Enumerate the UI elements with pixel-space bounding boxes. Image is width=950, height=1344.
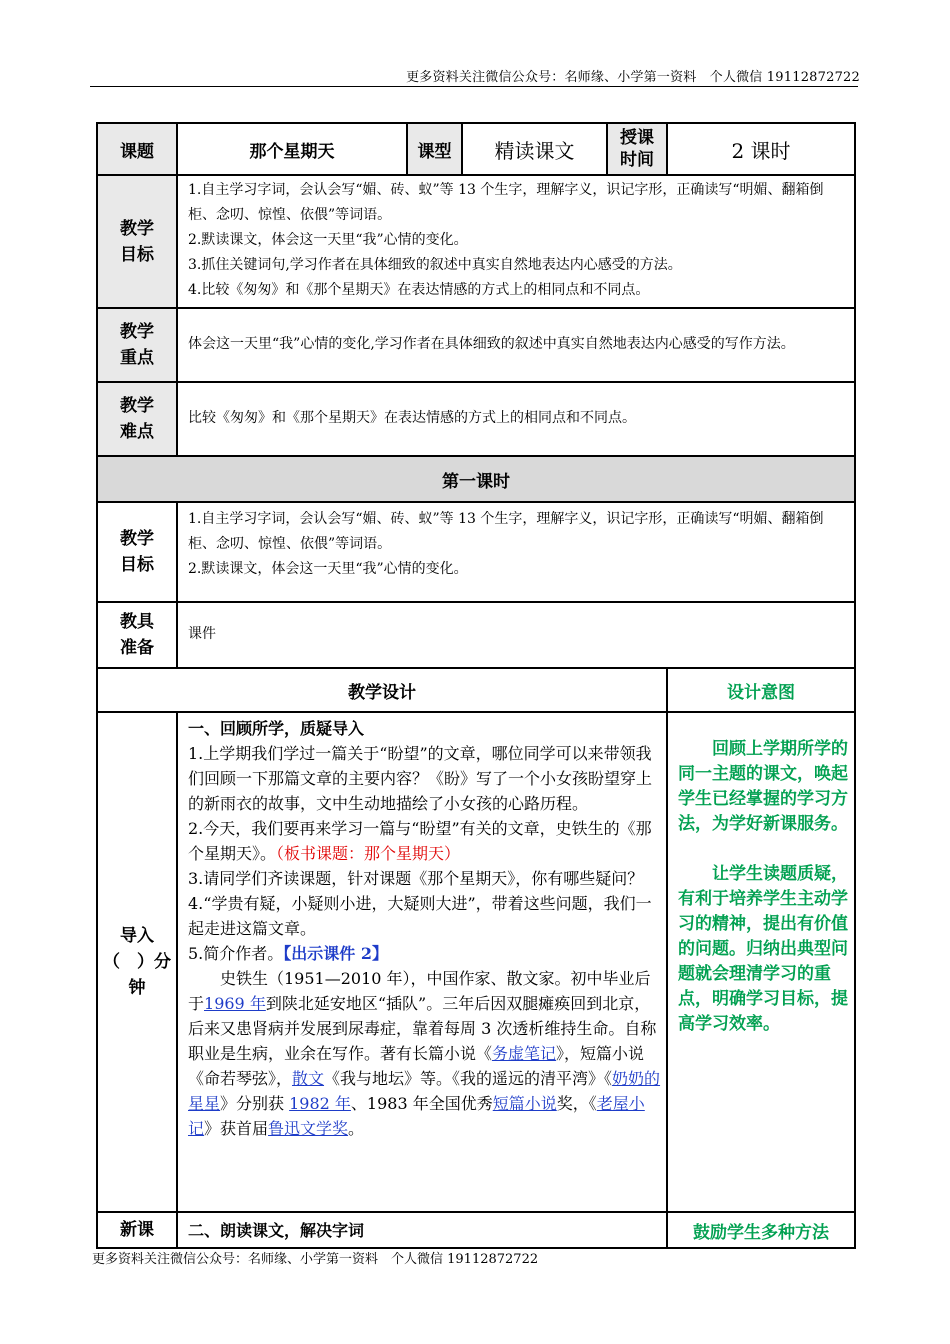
bio-link[interactable]: 奶奶的星星 xyxy=(188,1069,661,1113)
bio-text: 《我与地坛》等。《我的遥远的清平湾》《 xyxy=(324,1069,613,1088)
bio-link[interactable]: 鲁迅文学奖 xyxy=(268,1119,349,1138)
author-bio xyxy=(188,966,664,1141)
difficulties-label-line-1: 教学 xyxy=(120,396,154,416)
bio-text: 。 xyxy=(348,1119,365,1138)
difficulties-content xyxy=(177,382,855,456)
bio-link[interactable]: 老屋小记 xyxy=(188,1094,645,1138)
key-points-label-line-1: 教学 xyxy=(120,322,154,342)
bio-text: 》获首届 xyxy=(204,1119,269,1138)
design-header-row xyxy=(97,668,855,712)
design-header: 教学设计 xyxy=(97,668,667,712)
lesson-one-goals-label xyxy=(97,502,177,602)
new-lesson-row xyxy=(97,1212,855,1248)
bio-text: 》分别获 xyxy=(220,1094,290,1113)
goal-item: 1.自主学习字词，会认会写“媚、砖、蚁”等 13 个生字，理解字义，识记字形，正确读写“明媚、翻箱倒柜、念叨、惊惶、依偎”等词语。 xyxy=(188,182,824,223)
key-points-row xyxy=(97,308,855,382)
intro-paragraph-4: 4.“学贵有疑，小疑则小进，大疑则大进”，带着这些问题，我们一起走进这篇文章。 xyxy=(188,894,652,938)
lesson-one-goals-row xyxy=(97,502,855,602)
intro-section-title: 一、回顾所学，质疑导入 xyxy=(188,719,365,738)
tools-label xyxy=(97,602,177,668)
difficulties-label xyxy=(97,382,177,456)
difficulties-label-line-2: 难点 xyxy=(120,422,154,442)
goal-item: 3.抓住关键词句,学习作者在具体细致的叙述中真实自然地表达内心感受的方法。 xyxy=(188,257,682,273)
bio-text: 奖，《 xyxy=(556,1094,597,1113)
goal-item: 2.默读课文，体会这一天里“我”心情的变化。 xyxy=(188,232,468,248)
type-value: 精读课文 xyxy=(462,123,607,175)
tools-text: 课件 xyxy=(188,625,216,642)
intro-content xyxy=(177,712,667,1212)
new-lesson-section-title: 二、朗读课文，解决字词 xyxy=(188,1221,365,1240)
key-points-label xyxy=(97,308,177,382)
intro-row xyxy=(97,712,855,1212)
intro-paragraph-5 xyxy=(188,941,664,966)
key-points-text: 体会这一天里“我”心情的变化,学习作者在具体细致的叙述中真实自然地表达内心感受的写作方法。 xyxy=(188,335,795,352)
intent-paragraph-1: 回顾上学期所学的同一主题的课文，唤起学生已经掌握的学习方法，为学好新课服务。 xyxy=(678,739,848,834)
bio-link[interactable]: 务虚笔记 xyxy=(492,1044,557,1063)
tools-label-line-1: 教具 xyxy=(120,612,154,632)
bio-text: 、1983 年全国优秀 xyxy=(350,1094,493,1113)
tools-content xyxy=(177,602,855,668)
intro-paragraph-2-text: 2.今天，我们要再来学习一篇与“盼望”有关的文章，史铁生的《那个星期天》。 xyxy=(188,819,652,863)
intro-label xyxy=(97,712,177,1212)
time-label xyxy=(607,123,667,175)
new-lesson-intent: 鼓励学生多种方法 xyxy=(667,1212,855,1248)
lesson-one-row xyxy=(97,456,855,502)
new-lesson-label: 新课 xyxy=(97,1212,177,1248)
intent-paragraph-2: 让学生读题质疑，有利于培养学生主动学习的精神，提出有价值的问题。归纳出典型问题就会理清学习的重点，明确学习目标，提高学习效率。 xyxy=(678,864,848,1034)
difficulties-row xyxy=(97,382,855,456)
goals-label xyxy=(97,175,177,308)
header-note: 更多资料关注微信公众号：名师缘、小学第一资料 个人微信 19112872722 xyxy=(406,70,860,85)
lesson-one-goal-item: 2.默读课文，体会这一天里“我”心情的变化。 xyxy=(188,561,468,577)
intro-label-line-1: 导入 xyxy=(120,926,154,946)
bio-link[interactable]: 散文 xyxy=(292,1069,325,1088)
bio-text: 史铁生（1951—2010 年），中国作家、散文家。初中毕业后于 xyxy=(188,969,651,1013)
lesson-plan-table xyxy=(96,122,856,1249)
intent-content xyxy=(667,712,855,1212)
bio-text: 》，短篇小说《命若琴弦》， xyxy=(188,1044,645,1088)
lesson-one-goals-label-line-1: 教学 xyxy=(120,529,154,549)
intro-label-line-2: （ ）分 xyxy=(103,952,171,972)
goals-label-line-1: 教学 xyxy=(120,218,154,239)
intent-header: 设计意图 xyxy=(667,668,855,712)
intro-label-line-3: 钟 xyxy=(128,978,146,998)
bio-link[interactable]: 1969 年 xyxy=(204,994,266,1013)
tools-label-line-2: 准备 xyxy=(120,638,154,658)
intro-paragraph-2 xyxy=(188,816,664,866)
goals-row xyxy=(97,175,855,308)
key-points-label-line-2: 重点 xyxy=(120,348,154,368)
lesson-one-goals-content xyxy=(177,502,855,602)
time-label-line-1: 授课 xyxy=(620,128,654,148)
intro-paragraph-1: 1.上学期我们学过一篇关于“盼望”的文章，哪位同学可以来带领我们回顾一下那篇文章的主要内容？《盼》写了一个小女孩盼望穿上的新雨衣的故事，文中生动地描绘了小女孩的心路历程。 xyxy=(188,744,653,813)
courseware-note: 【出示课件 2】 xyxy=(283,944,388,963)
footer-note: 更多资料关注微信公众号：名师缘、小学第一资料 个人微信 19112872722 xyxy=(92,1252,539,1267)
type-label: 课型 xyxy=(407,123,462,175)
lesson-one-goal-item: 1.自主学习字词，会认会写“媚、砖、蚁”等 13 个生字，理解字义，识记字形，正确读写“明媚、翻箱倒柜、念叨、惊惶、依偎”等词语。 xyxy=(188,511,824,552)
bio-link[interactable]: 1982 年 xyxy=(289,1094,351,1113)
topic-label: 课题 xyxy=(97,123,177,175)
tools-row xyxy=(97,602,855,668)
time-value: 2 课时 xyxy=(667,123,855,175)
difficulties-text: 比较《匆匆》和《那个星期天》在表达情感的方式上的相同点和不同点。 xyxy=(188,409,636,426)
intro-paragraph-5-text: 5.简介作者。 xyxy=(188,944,284,963)
goals-content xyxy=(177,175,855,308)
new-lesson-content xyxy=(177,1212,667,1248)
bio-text: 到陕北延安地区“插队”。三年后因双腿瘫痪回到北京，后来又患肾病并发展到尿毒症，靠着每周 3 次透析维持生命。自称职业是生病，业余在写作。著有长篇小说《 xyxy=(188,994,657,1063)
topic-row xyxy=(97,123,855,175)
lesson-one-title: 第一课时 xyxy=(97,456,855,502)
topic-value: 那个星期天 xyxy=(177,123,407,175)
goals-label-line-2: 目标 xyxy=(120,244,154,265)
goal-item: 4.比较《匆匆》和《那个星期天》在表达情感的方式上的相同点和不同点。 xyxy=(188,282,650,298)
board-note: （板书课题：那个星期天） xyxy=(276,844,461,863)
key-points-content xyxy=(177,308,855,382)
header-divider xyxy=(90,86,858,87)
intro-paragraph-3: 3.请同学们齐读课题，针对课题《那个星期天》，你有哪些疑问？ xyxy=(188,869,644,888)
bio-link[interactable]: 短篇小说 xyxy=(492,1094,557,1113)
time-label-line-2: 时间 xyxy=(620,150,654,170)
lesson-one-goals-label-line-2: 目标 xyxy=(120,555,154,575)
